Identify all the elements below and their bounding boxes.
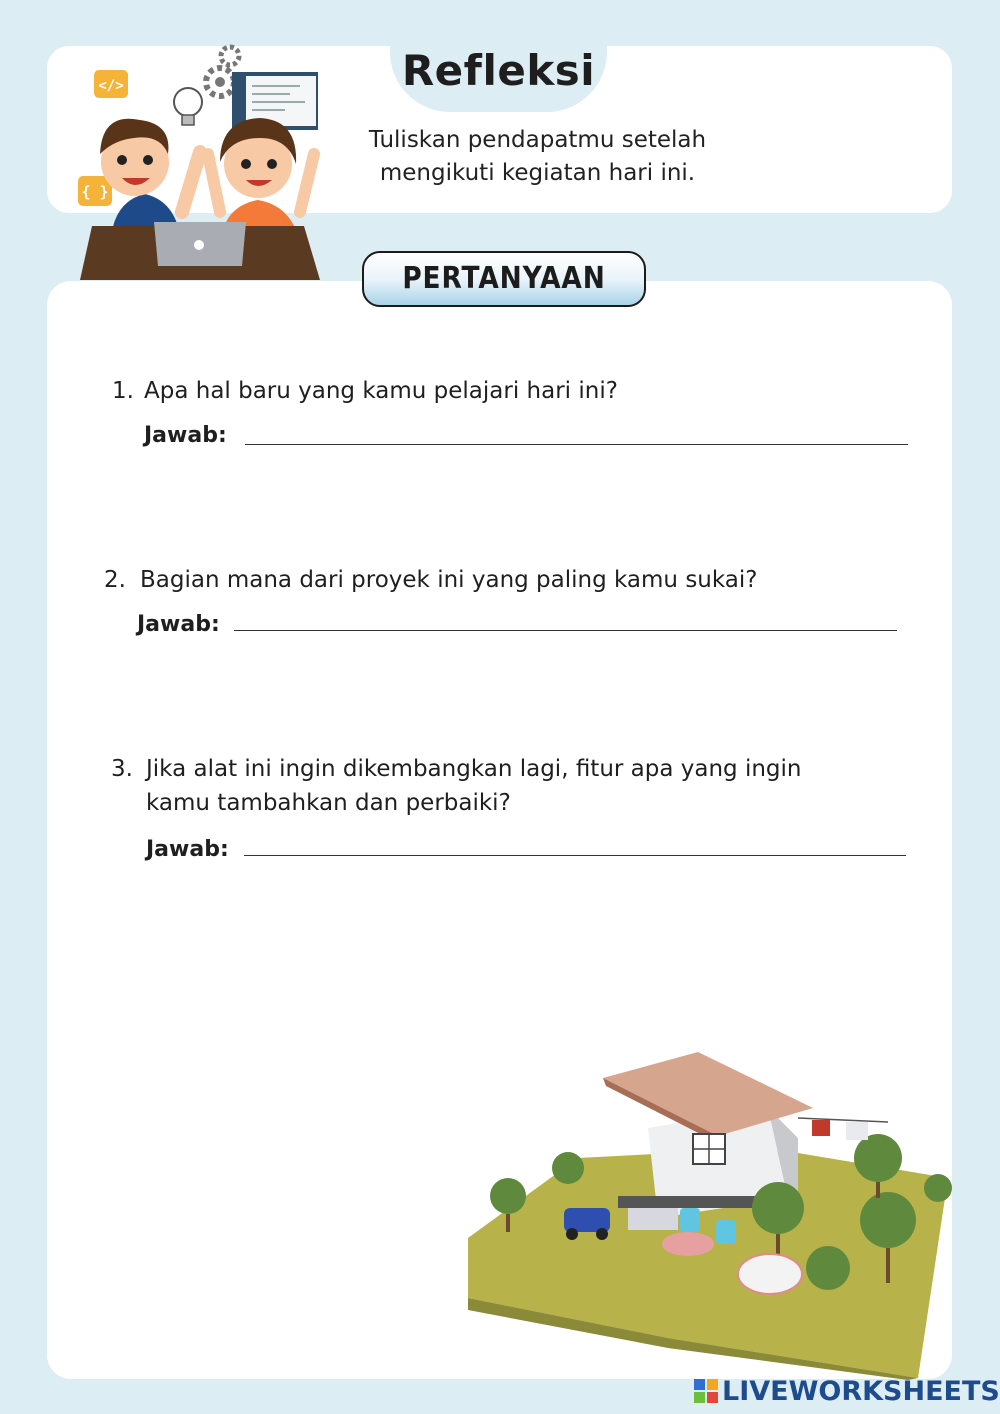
answer-label-1: Jawab: — [144, 423, 227, 448]
question-1 — [112, 374, 618, 408]
kids-laptop-illustration — [70, 42, 330, 282]
question-text: Bagian mana dari proyek ini yang paling kamu sukai? — [140, 567, 758, 593]
house-diorama-photo — [468, 1048, 952, 1380]
section-label-pill — [362, 251, 646, 307]
instruction-line-2: mengikuti kegiatan hari ini. — [379, 160, 696, 186]
question-text: Apa hal baru yang kamu pelajari hari ini? — [144, 378, 618, 404]
answer-line-3[interactable] — [244, 855, 906, 856]
instruction-text — [330, 124, 745, 190]
laptop-icon — [154, 222, 246, 266]
question-text: Jika alat ini ingin dikembangkan lagi, fitur apa yang ingin — [146, 756, 802, 782]
question-number: 3. — [111, 756, 133, 782]
answer-label-2: Jawab: — [137, 612, 220, 637]
question-number: 1. — [112, 378, 134, 404]
liveworksheets-logo-icon — [694, 1379, 718, 1403]
brand-text[interactable]: LIVEWORKSHEETS — [722, 1375, 1000, 1407]
question-number: 2. — [104, 567, 126, 593]
title-tab — [390, 20, 607, 112]
question-3-line-2: kamu tambahkan dan perbaiki? — [146, 790, 511, 816]
svg-text:</>: </> — [98, 78, 124, 94]
section-label: PERTANYAAN — [402, 261, 606, 296]
svg-text:{ }: { } — [81, 183, 109, 201]
question-3 — [111, 752, 802, 786]
instruction-line-1: Tuliskan pendapatmu setelah — [368, 127, 707, 153]
answer-line-2[interactable] — [234, 630, 897, 631]
liveworksheets-brand — [694, 1374, 1000, 1408]
answer-line-1[interactable] — [245, 444, 908, 445]
question-2 — [104, 563, 758, 597]
lightbulb-icon — [174, 88, 202, 125]
page-title: Refleksi — [401, 46, 596, 95]
code-icon — [94, 70, 128, 98]
answer-label-3: Jawab: — [146, 837, 229, 862]
